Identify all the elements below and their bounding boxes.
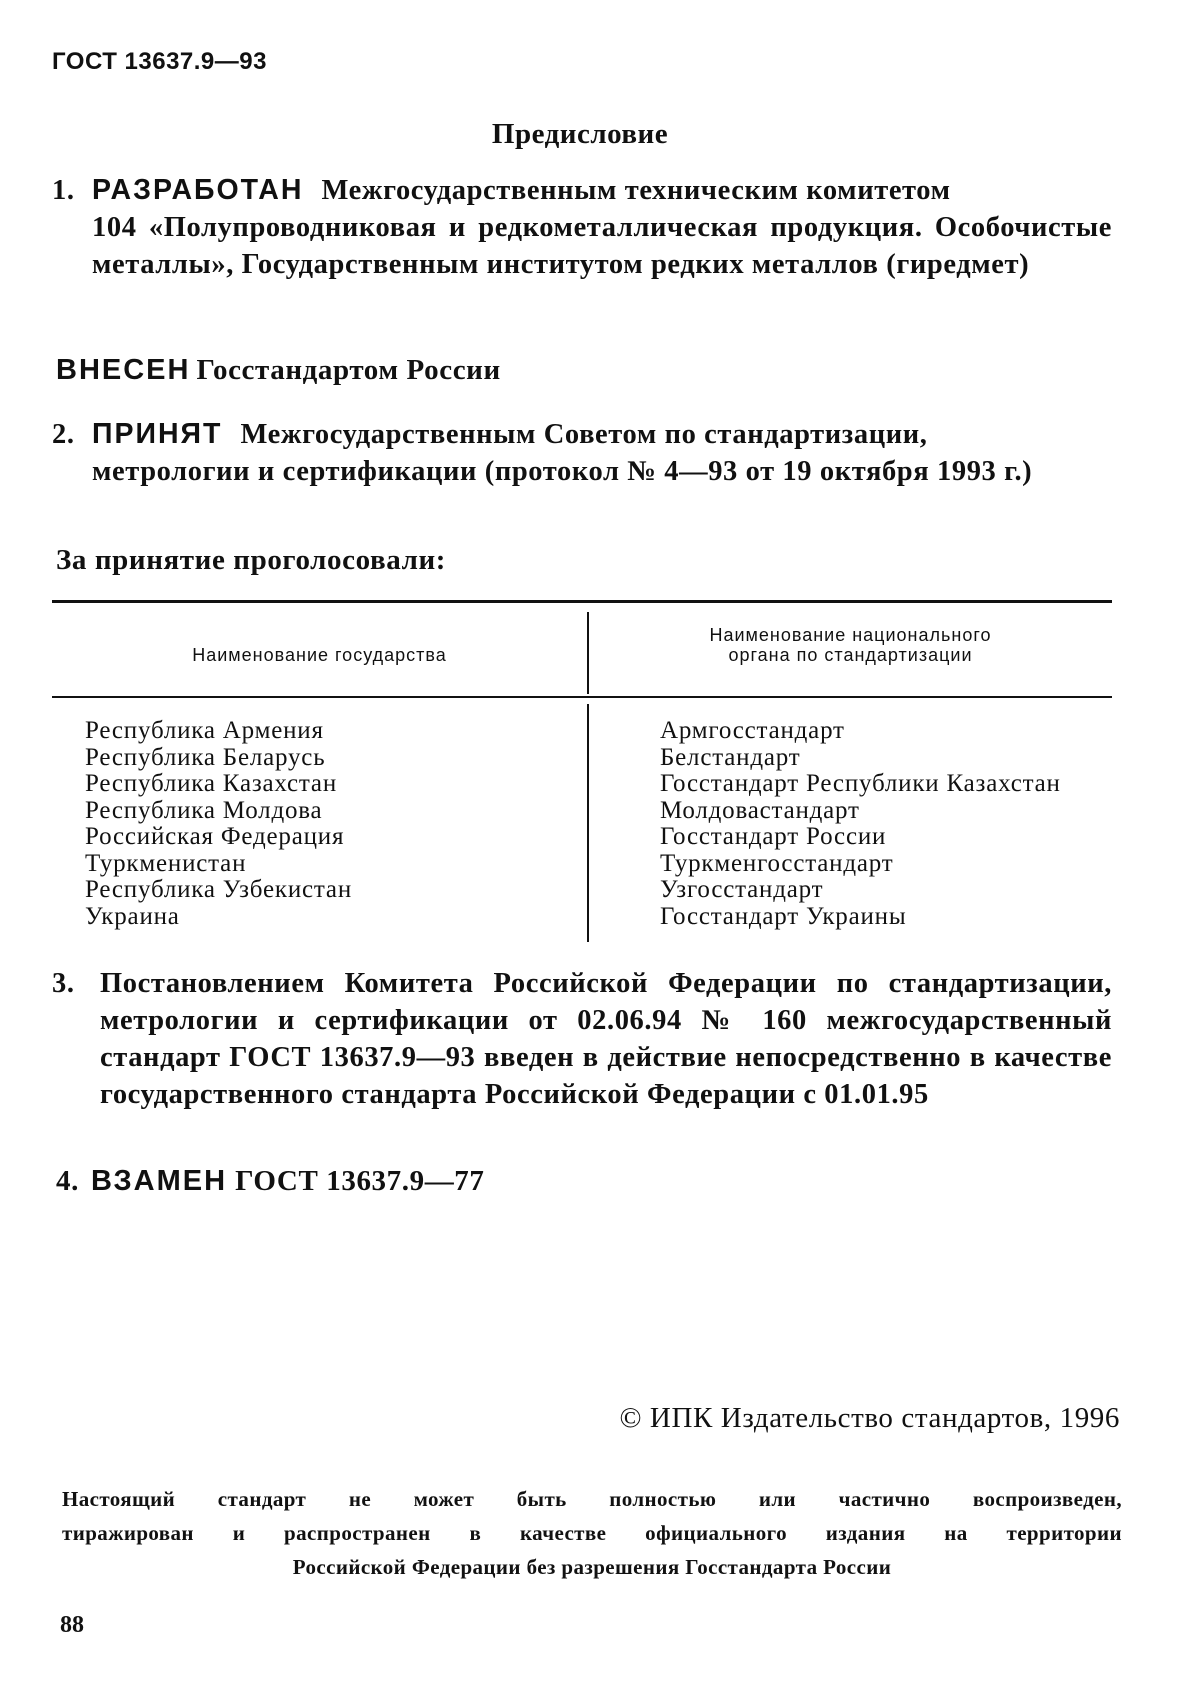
standards-body-item: Госстандарт Украины	[660, 902, 907, 930]
state-item: Республика Молдова	[85, 796, 323, 824]
section-2	[52, 416, 1112, 490]
section-2-text: метрологии и сертификации (протокол № 4—93 от 19 октября 1993 г.)	[92, 456, 1033, 487]
standards-body-item: Узгосстандарт	[660, 876, 824, 903]
standards-body-item: Туркменгосстандарт	[660, 849, 894, 877]
column-header-body-line-1: Наименование национального	[709, 625, 992, 645]
voted-label: За принятие проголосовали:	[56, 544, 447, 576]
state-item: Республика Узбекистан	[85, 876, 352, 903]
introduced-by-lead: ВНЕСЕН	[56, 354, 191, 386]
section-3-text: Постановлением Комитета Российской Федерации по стандартизации, метрологии и сертификации от 02.06.94 № 160 межгосударственный стандарт ГОСТ 13637.9—93 введен в действие непосредственно в качестве государственного стандарта Российской Федерации с 01.01.95	[100, 968, 1112, 1110]
section-4	[56, 1165, 485, 1198]
standards-body-item: Белстандарт	[660, 743, 801, 771]
section-1-lead: РАЗРАБОТАН	[92, 174, 304, 206]
column-header-body	[589, 625, 1112, 665]
copyright-line: © ИПК Издательство стандартов, 1996	[619, 1402, 1120, 1434]
standard-code: ГОСТ 13637.9—93	[52, 48, 267, 75]
section-2-lead: ПРИНЯТ	[92, 418, 223, 450]
standards-body-item: Госстандарт России	[660, 823, 887, 850]
state-item: Туркменистан	[85, 849, 247, 877]
state-list	[85, 718, 352, 930]
section-1-number: 1.	[52, 175, 75, 206]
section-4-text: ГОСТ 13637.9—77	[235, 1165, 485, 1197]
state-item: Республика Казахстан	[85, 770, 337, 797]
notice-line-1: Настоящий стандарт не может быть полностью или частично воспроизведен,	[62, 1487, 1122, 1511]
introduced-by	[56, 354, 501, 387]
state-item: Российская Федерация	[85, 823, 345, 850]
state-item: Республика Армения	[85, 717, 324, 744]
standards-body-list	[660, 718, 1061, 930]
state-item: Украина	[85, 902, 180, 930]
section-1-text: 104 «Полупроводниковая и редкометаллическая продукция. Особочистые металлы», Государственным институтом редких металлов (гиредмет)	[92, 212, 1112, 280]
table-header-rule	[52, 696, 1112, 698]
section-4-number: 4.	[56, 1165, 79, 1197]
column-header-body-line-2: органа по стандартизации	[728, 645, 973, 665]
section-3-number: 3.	[52, 968, 75, 999]
notice-line-3: Российской Федерации без разрешения Госстандарта России	[292, 1555, 892, 1579]
page-number: 88	[60, 1612, 84, 1638]
section-3	[52, 965, 1112, 1113]
column-header-state: Наименование государства	[192, 645, 447, 665]
section-1-first-line: Межгосударственным техническим комитетом	[321, 175, 951, 206]
standards-body-item: Молдовастандарт	[660, 796, 860, 824]
voting-table	[52, 600, 1112, 945]
section-2-number: 2.	[52, 419, 75, 450]
section-1	[52, 172, 1112, 283]
section-2-first-line: Межгосударственным Советом по стандартизации,	[240, 419, 928, 450]
notice-line-2: тиражирован и распространен в качестве официального издания на территории	[62, 1521, 1122, 1545]
section-4-lead: ВЗАМЕН	[90, 1165, 228, 1197]
page-title: Предисловие	[491, 118, 669, 150]
standards-body-item: Армгосстандарт	[660, 717, 845, 744]
standards-body-item: Госстандарт Республики Казахстан	[660, 770, 1061, 797]
state-item: Республика Беларусь	[85, 743, 326, 771]
reproduction-notice	[62, 1482, 1122, 1584]
table-top-rule	[52, 600, 1112, 603]
introduced-by-text: Госстандартом России	[196, 354, 501, 386]
table-body-separator	[587, 704, 589, 942]
